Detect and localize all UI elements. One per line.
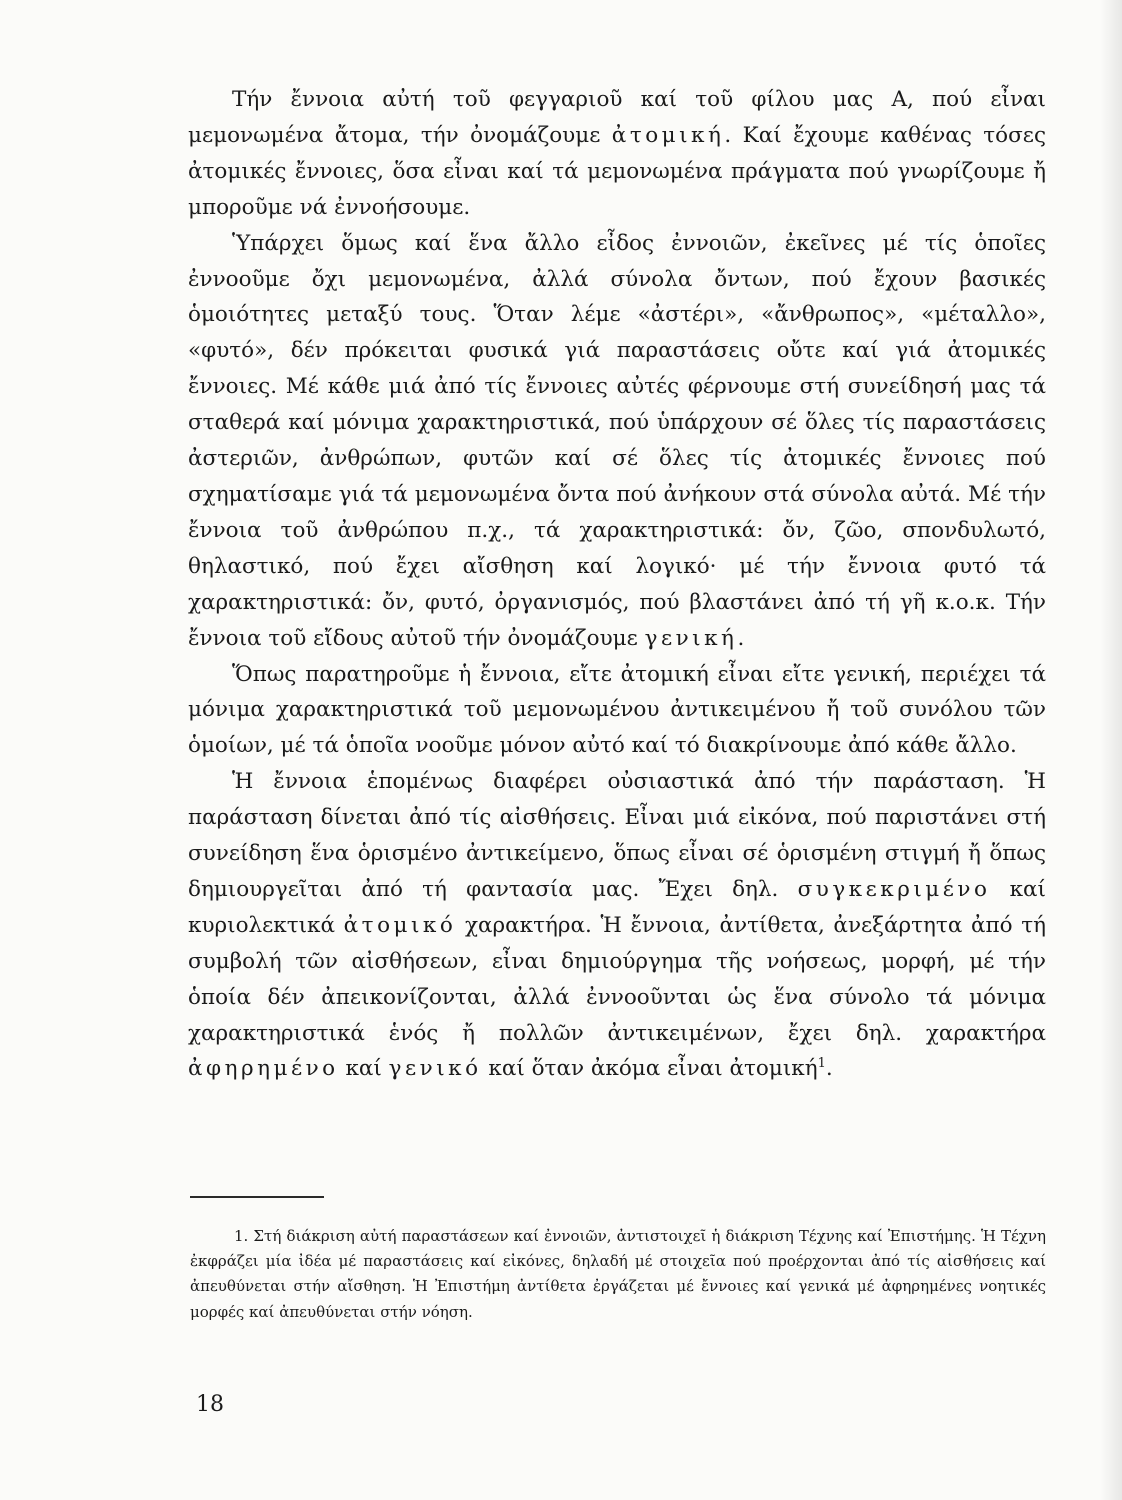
paragraph-4: Ἡ ἔννοια ἑπομένως διαφέρει οὐσιαστικά ἀπό τήν παράσταση. Ἡ παράσταση δίνεται ἀπό τίς αἰσθήσεις. Εἶναι μιά εἰκόνα, πού παριστάνει στή συνείδηση ἕνα ὁρισμένο ἀντικείμενο, ὅπως εἶναι σέ ὁρισμένη στιγμή ἤ ὅπως δημιουργεῖται ἀπό τή φαντασία μας. Ἔχει δηλ. συγκεκριμένο καί κυριολεκτικά ἀτομικό χαρακτήρα. Ἡ ἔννοια, ἀντίθετα, ἀνεξάρτητα ἀπό τή συμβολή τῶν αἰσθήσεων, εἶναι δημιούργημα τῆς νοήσεως, μορφή, μέ τήν ὁποία δέν ἀπεικονίζονται, ἀλλά ἐννοοῦνται ὡς ἕνα σύνολο τά μόνιμα χαρακτηριστικά ἑνός ἤ πολλῶν ἀντικειμένων, ἔχει δηλ. χαρακτήρα ἀφηρημένο καί γενικό καί ὅταν ἀκόμα εἶναι ἀτομική$^1$. bbox=[188, 769, 1047, 1082]
paragraph-1: Τήν ἔννοια αὐτή τοῦ φεγγαριοῦ καί τοῦ φίλου μας Α, πού εἶναι μεμονωμένα ἄτομα, τήν ὀνομάζουμε ἀτομική. Καί ἔχουμε καθένας τόσες ἀτομικές ἔννοιες, ὅσα εἶναι καί τά μεμονωμένα πράγματα πού γνωρίζουμε ἤ μποροῦμε νά ἐννοήσουμε. bbox=[188, 87, 1046, 220]
emphasis-afirimeno: ἀφηρημένο bbox=[188, 1056, 339, 1082]
paragraph-2: Ὑπάρχει ὅμως καί ἕνα ἄλλο εἶδος ἐννοιῶν, ἐκεῖνες μέ τίς ὁποῖες ἐννοοῦμε ὄχι μεμονωμένα, ἀλλά σύνολα ὄντων, πού ἔχουν βασικές ὁμοιότητες μεταξύ τους. Ὅταν λέμε «ἀστέρι», «ἄνθρωπος», «μέταλλο», «φυτό», δέν πρόκειται φυσικά γιά παραστάσεις οὔτε καί γιά ἀτομικές ἔννοιες. Μέ κάθε μιά ἀπό τίς ἔννοιες αὐτές φέρνουμε στή συνείδησή μας τά σταθερά καί μόνιμα χαρακτηριστικά, πού ὑπάρχουν σέ ὅλες τίς παραστάσεις ἀστεριῶν, ἀνθρώπων, φυτῶν καί σέ ὅλες τίς ἀτομικές ἔννοιες πού σχηματίσαμε γιά τά μεμονωμένα ὄντα πού ἀνήκουν στά σύνολα αὐτά. Μέ τήν ἔννοια τοῦ ἀνθρώπου π.χ., τά χαρακτηριστικά: ὄν, ζῶο, σπονδυλωτό, θηλαστικό, πού ἔχει αἴσθηση καί λογικό· μέ τήν ἔννοια φυτό τά χαρακτηριστικά: ὄν, φυτό, ὀργανισμός, πού βλαστάνει ἀπό τή γῆ κ.ο.κ. Τήν ἔννοια τοῦ εἴδους αὐτοῦ τήν ὀνομάζουμε γενική. bbox=[188, 230, 1046, 651]
footnote-rule bbox=[190, 1196, 324, 1198]
paragraph-3: Ὅπως παρατηροῦμε ἡ ἔννοια, εἴτε ἀτομική εἶναι εἴτε γενική, περιέχει τά μόνιμα χαρακτηριστικά τοῦ μεμονωμένου ἀντικειμένου ἤ τοῦ συνόλου τῶν ὁμοίων, μέ τά ὁποῖα νοοῦμε μόνον αὐτό καί τό διακρίνουμε ἀπό κάθε ἄλλο. bbox=[188, 661, 1046, 759]
emphasis-synkekrimeno: συγκεκριμένο bbox=[797, 876, 991, 902]
page-number: 18 bbox=[196, 1392, 224, 1417]
footnote bbox=[190, 1224, 1046, 1325]
footnote-text: 1. Στή διάκριση αὐτή παραστάσεων καί ἐννοιῶν, ἀντιστοιχεῖ ἡ διάκριση Τέχνης καί Ἐπιστήμης. Ἡ Τέχνη ἐκφράζει μία ἰδέα μέ παραστάσεις καί εἰκόνες, δηλαδή μέ στοιχεῖα πού προέρχονται ἀπό τίς αἰσθήσεις καί ἀπευθύνεται στήν αἴσθηση. Ἡ Ἐπιστήμη ἀντίθετα ἐργάζεται μέ ἔννοιες καί γενικά μέ ἀφηρημένες νοητικές μορφές καί ἀπευθύνεται στήν νόηση. bbox=[190, 1227, 1046, 1321]
emphasis-atomiko: ἀτομικό bbox=[343, 912, 457, 938]
emphasis-geniko: γενικό bbox=[388, 1056, 482, 1082]
emphasis-geniki: γενική bbox=[644, 625, 738, 651]
main-text bbox=[188, 82, 1046, 1087]
emphasis-atomiki: ἀτομική bbox=[611, 122, 725, 148]
footnote-reference: 1 bbox=[817, 1056, 826, 1072]
page-edge-shadow bbox=[1100, 0, 1122, 1500]
